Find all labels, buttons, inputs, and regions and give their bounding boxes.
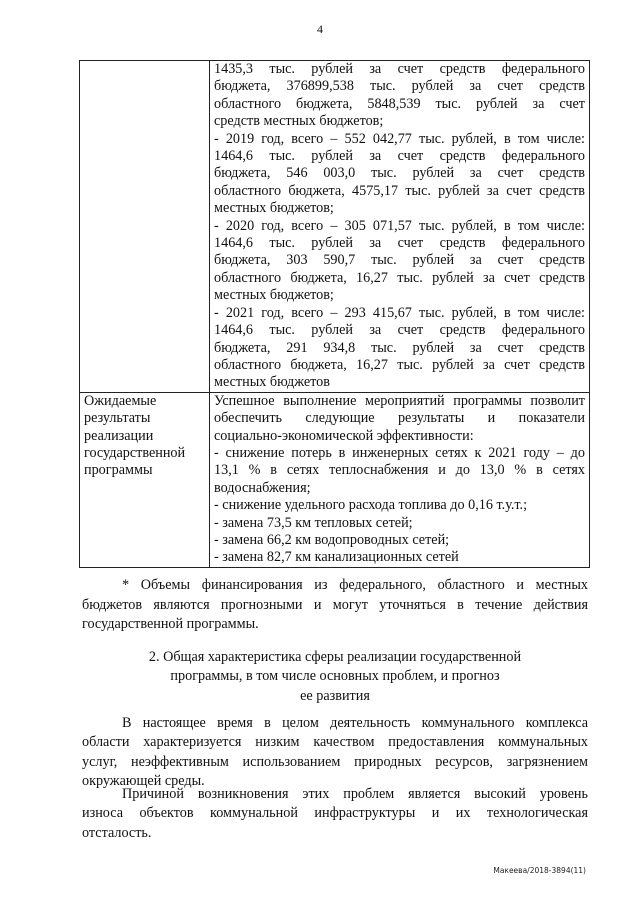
label-line: государственной <box>84 444 186 461</box>
program-passport-table <box>79 60 590 568</box>
text-line: бюджета, 291 934,8 тыс. рублей за счет средств <box>214 339 585 356</box>
heading-line: 2. Общая характеристика сферы реализации государственной <box>148 649 522 665</box>
text-line: бюджета, 546 003,0 тыс. рублей за счет средств <box>214 165 585 182</box>
footnote-line: * Объемы финансирования из федерального, областного и местных <box>122 577 588 593</box>
footnote <box>82 576 588 635</box>
paragraph-line: износа объектов коммунальной инфраструктуры и их технологическая <box>82 805 588 822</box>
text-line: - снижение удельного расхода топлива до 0,16 т.у.т.; <box>214 497 528 514</box>
paragraph-line: окружающей среды. <box>82 773 205 790</box>
heading-line: программы, в том числе основных проблем, и прогноз <box>170 668 500 685</box>
text-line: Успешное выполнение мероприятий программы позволит <box>214 392 585 409</box>
text-line: 1464,6 тыс. рублей за счет средств федерального <box>214 148 585 165</box>
label-line: результаты <box>84 410 151 427</box>
text-line: местных бюджетов; <box>214 200 334 217</box>
text-line: 13,1 % в сетях теплоснабжения и до 13,0 % в сетях <box>214 462 585 479</box>
text-line: 1464,6 тыс. рублей за счет средств федерального <box>214 322 585 339</box>
text-line: - замена 66,2 км водопроводных сетей; <box>214 531 450 548</box>
text-line: - 2019 год, всего – 552 042,77 тыс. рублей, в том числе: <box>214 130 585 147</box>
paragraph-line: Причиной возникновения этих проблем является высокий уровень <box>122 786 588 802</box>
paragraph-problem-causes <box>82 785 588 843</box>
text-line: 1464,6 тыс. рублей за счет средств федерального <box>214 235 585 252</box>
text-line: - 2021 год, всего – 293 415,67 тыс. рублей, в том числе: <box>214 304 585 321</box>
paragraph-line: отсталость. <box>82 824 152 841</box>
expected-results-label <box>80 392 210 567</box>
text-line: средств местных бюджетов; <box>214 113 384 130</box>
label-line: реализации <box>84 427 154 444</box>
page-number: 4 <box>317 22 323 36</box>
text-line: местных бюджетов; <box>214 287 334 304</box>
footnote-line: государственной программы. <box>82 616 259 633</box>
text-line: водоснабжения; <box>214 479 311 496</box>
text-line: обеспечить следующие результаты и показатели <box>214 410 585 427</box>
financing-cell <box>210 61 590 393</box>
text-line: 1435,3 тыс. рублей за счет средств федерального <box>214 61 585 77</box>
label-line: программы <box>84 462 153 479</box>
table-row <box>80 392 590 567</box>
text-line: - замена 73,5 км тепловых сетей; <box>214 514 413 531</box>
text-line: бюджета, 376899,538 тыс. рублей за счет средств <box>214 78 585 95</box>
text-line: местных бюджетов <box>214 374 330 391</box>
text-line: - замена 82,7 км канализационных сетей <box>214 549 459 566</box>
text-line: - 2020 год, всего – 305 071,57 тыс. рублей, в том числе: <box>214 217 585 234</box>
table-row <box>80 61 590 393</box>
text-line: - снижение потерь в инженерных сетях к 2021 году – до <box>214 444 585 461</box>
text-line: социально-экономической эффективности: <box>214 427 474 444</box>
heading-line: ее развития <box>300 687 370 704</box>
label-line: Ожидаемые <box>84 392 157 409</box>
text-line: областного бюджета, 4575,17 тыс. рублей за счет средств <box>214 182 585 199</box>
paragraph-line: области характеризуется низким качеством предоставления коммунальных <box>82 734 588 751</box>
row-label-empty <box>80 61 210 393</box>
paragraph-line: В настоящее время в целом деятельность коммунального комплекса <box>122 715 588 731</box>
paragraph-current-state <box>82 714 588 792</box>
expected-results-cell <box>210 392 590 567</box>
text-line: областного бюджета, 5848,539 тыс. рублей за счет <box>214 95 585 112</box>
footnote-line: бюджетов являются прогнозными и могут уточняться в течение действия <box>82 596 588 613</box>
document-code: Макеева/2018-3894(11) <box>493 866 586 875</box>
text-line: бюджета, 303 590,7 тыс. рублей за счет средств <box>214 252 585 269</box>
text-line: областного бюджета, 16,27 тыс. рублей за счет средств <box>214 269 585 286</box>
text-line: областного бюджета, 16,27 тыс. рублей за счет средств <box>214 356 585 373</box>
paragraph-line: услуг, неэффективным использованием природных ресурсов, загрязнением <box>82 753 588 770</box>
section-heading <box>82 648 588 706</box>
